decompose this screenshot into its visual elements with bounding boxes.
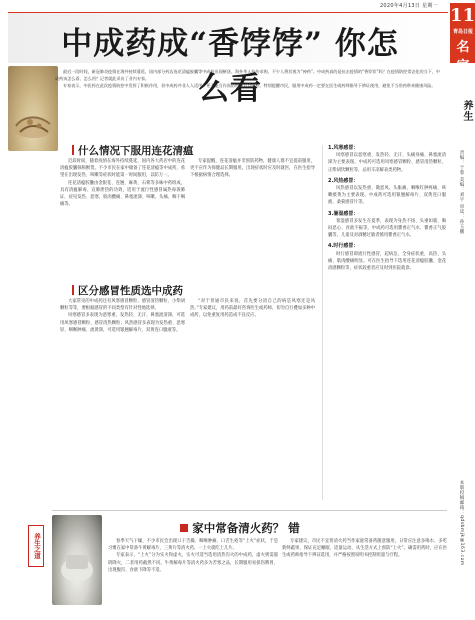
bottom-meta: 本版投稿邮箱：qdsbmjk@163.com	[459, 480, 464, 566]
issue-date: 2020年4月13日 星期一	[379, 3, 438, 9]
tip-text: 风热感冒以发热重、微恶风、头胀痛、咽喉红肿疼痛、咳嗽痰黄为主要表现。中成药可选用银翘解毒片、双黄连口服液、桑菊感冒片等。	[328, 186, 446, 206]
tip-title: 2.风热感冒：	[328, 177, 359, 184]
top-line	[8, 0, 448, 12]
paragraph: 春季天气干燥，不少市民会出现口干舌燥、咽喉肿痛、口舌生疮等“上火”症状，于是习惯在家中常备牛黄解毒片、三黄片等清火药，一上火就吃上几片。	[108, 539, 278, 552]
herb-illustration-icon	[8, 66, 58, 151]
section-tag: 养生	[461, 100, 472, 122]
tip-title: 1.风寒感冒：	[328, 145, 359, 151]
editor-meta: 责编：于蓉 美编：刘宇 审读：孙玉鹏	[459, 150, 464, 234]
herb-photo	[8, 66, 58, 151]
paragraph: 风寒感冒多表现为恶寒重、发热轻、无汗、鼻塞流清涕，可选用风寒感冒颗粒、感冒清热颗粒；风热感冒多表现为发热重、恶寒轻、咽喉肿痛、流黄涕，可选用银翘解毒片、双黄连口服液等。	[60, 313, 185, 333]
tip-item	[328, 243, 446, 272]
bottom-title: 家中常备清火药？ 错	[140, 520, 340, 536]
brand-main: 名家	[456, 40, 470, 74]
medicine-illustration-icon	[52, 515, 102, 605]
paragraph: 大家常见的中成药还有风寒感冒颗粒、感冒清热颗粒、小柴胡颗粒等等，要根据感冒的不同类型有针对性地选择。	[60, 299, 185, 312]
section1-col2	[190, 158, 315, 180]
paragraph: 专家表示，“上火”分为实火和虚火，实火可适当选用清热泻火的中成药，虚火则需滋阴降火，二者用药截然不同。牛黄解毒片等清火药多为苦寒之品，长期服用易损伤脾胃，出现腹泻、食欲下降等不适。	[108, 553, 278, 573]
title-square-icon	[180, 524, 188, 532]
paragraph: 专家建议，市民不宜将清火药当作家庭常备药随意服用，日常应注意多喝水、多吃新鲜蔬果、保证充足睡眠、适量运动，从生活方式上预防“上火”。确需用药时，应在医生或药师指导下辨证选用，并严格按照说明书控制用量与疗程。	[282, 539, 447, 559]
paragraph: 近段时间，随着疫情在海外持续蔓延，国内各大药店中的连花清瘟胶囊频频断货。不少市民在家中储备了连花清瘟等中成药，希望在出现发热、咳嗽等症状时能第一时间服用，以防万一。	[60, 159, 185, 179]
tip-item	[328, 178, 446, 207]
tip-item	[328, 145, 446, 174]
section2-col1	[60, 298, 185, 334]
page-number: 11	[450, 5, 475, 26]
page-number-block	[450, 3, 475, 74]
tip-text: 风寒感冒以恶寒重、发热轻、无汗、头痛身痛、鼻塞流清涕为主要表现。中成药可选用风寒感冒颗粒、感冒清热颗粒、正柴胡饮颗粒等，忌用辛凉解表类药物。	[328, 153, 446, 173]
bottom-col1	[108, 538, 278, 574]
brand-top: 青岛日报	[453, 29, 474, 35]
section-heading-1: 什么情况下服用连花清瘟	[72, 143, 194, 158]
side-label: 养生之道	[28, 525, 44, 567]
section-heading-2: 区分感冒性质选中成药	[72, 283, 183, 298]
column-divider	[322, 145, 323, 500]
tips-sidebar	[328, 145, 446, 272]
section-rule	[52, 510, 447, 511]
headline: 中成药成“香饽饽” 你怎么看	[61, 26, 399, 107]
heading-bar-icon	[72, 285, 74, 295]
paragraph: 专家提醒，连花清瘟并非预防药物，健康人群不宜提前服用，更不应作为保健品长期服用。出现症状时应及时就医，在医生指导下根据病情合理选择。	[190, 159, 315, 179]
bottom-photo	[52, 515, 102, 605]
bottom-col2	[282, 538, 447, 560]
lead-paragraph	[55, 68, 440, 138]
heading-bar-icon	[72, 145, 74, 155]
paragraph: 连花清瘟胶囊由金银花、连翘、麻黄、石膏等多味中药组成，具有清瘟解毒、宣肺泄热的功效，适用于流行性感冒属热毒袭肺证，症见发热、恶寒、肌肉酸痛、鼻塞流涕、咳嗽、头痛、咽干咽痛等。	[60, 180, 185, 208]
lead-text-2: 专家表示，中医药在此次疫情防控中发挥了积极作用，但中成药并非人人适用，更不能当作预防用药盲目囤积。特别提醒市民，服用中成药一定要在医生或药师指导下辨证使用，避免不当用药带来健康风险。	[63, 83, 436, 89]
section2-col2	[190, 298, 315, 320]
tip-item	[328, 211, 446, 240]
tip-text: 时行感冒即流行性感冒，起病急、全身症状重，高热、头痛、肌肉酸痛明显。可在医生指导下选用连花清瘟胶囊、金花清感颗粒等，症状较重者应及时到医院就诊。	[328, 251, 446, 272]
section1-col1	[60, 158, 185, 208]
tip-text: 暑湿感冒多发生在夏季，表现为身热不扬、头重如裹、胸闷恶心、食欲不振等。中成药可选用藿香正气水、藿香正气胶囊等，儿童及对酒精过敏者慎用藿香正气水。	[328, 218, 446, 239]
tip-title: 3.暑湿感冒：	[328, 210, 359, 217]
paragraph: “对于普通市民来说，首先要分清自己的病是风寒还是风热。”专家建议，用药前最好咨询医生或药师，切勿自行叠加多种中成药，以免重复用药造成不良反应。	[190, 299, 315, 319]
tip-title: 4.时行感冒：	[328, 243, 359, 250]
lead-text: 最近一段时间，新冠肺炎疫情在海外持续蔓延，国内部分药店连花清瘟胶囊等中成药出现断货。海外华人纷纷求购，不少人将其视为“神药”。中成药真的是抗击疫情的“香饽饽”吗？在疫情防控常态化的当下，中成药该怎么看、怎么用？记者就此采访了业内专家。	[55, 69, 440, 82]
